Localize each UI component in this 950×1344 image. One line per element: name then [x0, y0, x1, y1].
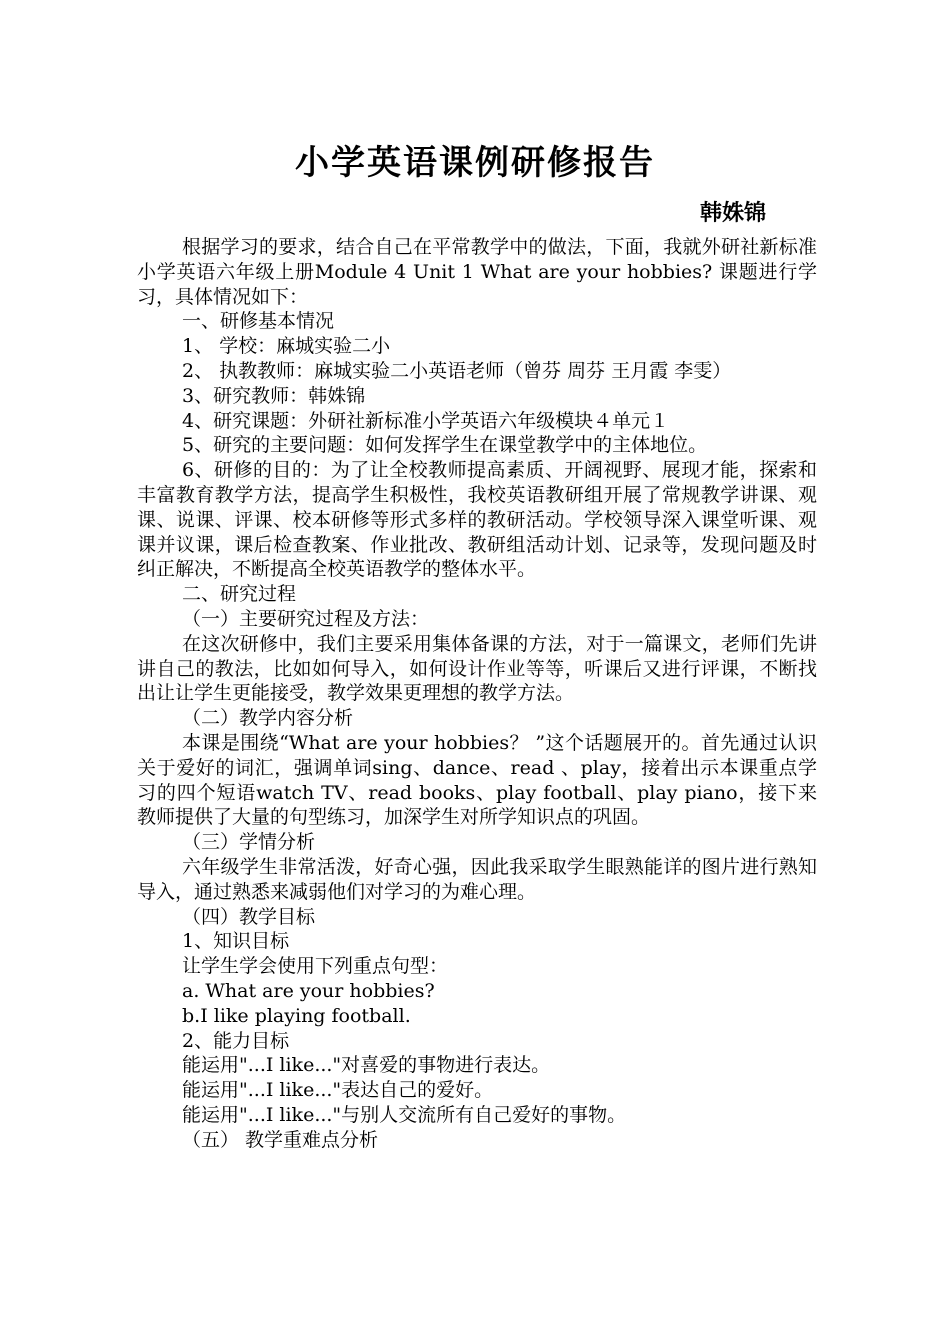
- document-body: [137, 235, 817, 1152]
- subsection-heading: （三）学情分析: [182, 831, 316, 854]
- list-item: 2、 执教教师：麻城实验二小英语老师（曾芬 周芬 王月霞 李雯）: [182, 359, 732, 382]
- body-paragraph: 让学生学会使用下列重点句型：: [182, 955, 449, 978]
- body-paragraph: 能运用"...I like..."对喜爱的事物进行表达。: [182, 1054, 551, 1077]
- example-sentence: b.I like playing football.: [182, 1004, 411, 1027]
- subsection-heading: （四）教学目标: [182, 905, 316, 928]
- list-item: 5、研究的主要问题：如何发挥学生在课堂教学中的主体地位。: [182, 434, 708, 457]
- body-paragraph: 能运用"...I like..."与别人交流所有自己爱好的事物。: [182, 1103, 627, 1126]
- body-paragraph: 能运用"...I like..."表达自己的爱好。: [182, 1079, 494, 1102]
- intro-paragraph: 根据学习的要求，结合自己在平常教学中的做法，下面，我就外研社新标准小学英语六年级上册Module 4 Unit 1 What are your hobbies? 课题进行学习，具体情况如下：: [137, 236, 817, 308]
- section-heading: 二、研究过程: [182, 583, 297, 606]
- list-item: 1、知识目标: [182, 930, 290, 953]
- body-paragraph: 在这次研修中，我们主要采用集体备课的方法，对于一篇课文，老师们先讲讲自己的教法，比如如何导入，如何设计作业等等，听课后又进行评课，不断找出让让学生更能接受，教学效果更理想的教学方法。: [137, 632, 817, 705]
- list-item: 6、研修的目的：为了让全校教师提高素质、开阔视野、展现才能，探索和丰富教育教学方法，提高学生积极性，我校英语教研组开展了常规教学讲课、观课、说课、评课、校本研修等形式多样的教研活动。学校领导深入课堂听课、观课并议课，课后检查教案、作业批改、教研组活动计划、记录等，发现问题及时纠正解决，不断提高全校英语教学的整体水平。: [137, 459, 817, 581]
- subsection-heading: （二）教学内容分析: [182, 707, 354, 730]
- list-item: 3、研究教师：韩姝锦: [182, 384, 366, 407]
- author-name: 韩姝锦: [700, 200, 767, 226]
- subsection-heading: （五） 教学重难点分析: [182, 1128, 379, 1151]
- example-sentence: a. What are your hobbies?: [182, 979, 435, 1002]
- document-title: 小学英语课例研修报告: [295, 143, 655, 183]
- body-paragraph: 本课是围绕“What are your hobbies？ ”这个话题展开的。首先通过认识关于爱好的词汇，强调单词sing、dance、read 、play，接着出示本课重点学习的四个短语watch TV、read books、play football、play piano，接下来教师提供了大量的句型练习，加深学生对所学知识点的巩固。: [137, 731, 817, 829]
- body-paragraph: 六年级学生非常活泼，好奇心强，因此我采取学生眼熟能详的图片进行熟知导入，通过熟悉来减弱他们对学习的为难心理。: [137, 855, 817, 903]
- subsection-heading: （一）主要研究过程及方法：: [182, 607, 430, 630]
- list-item: 4、研究课题：外研社新标准小学英语六年级模块４单元１: [182, 409, 670, 432]
- list-item: 1、 学校：麻城实验二小: [182, 335, 391, 358]
- section-heading: 一、研修基本情况: [182, 310, 335, 333]
- list-item: 2、能力目标: [182, 1029, 290, 1052]
